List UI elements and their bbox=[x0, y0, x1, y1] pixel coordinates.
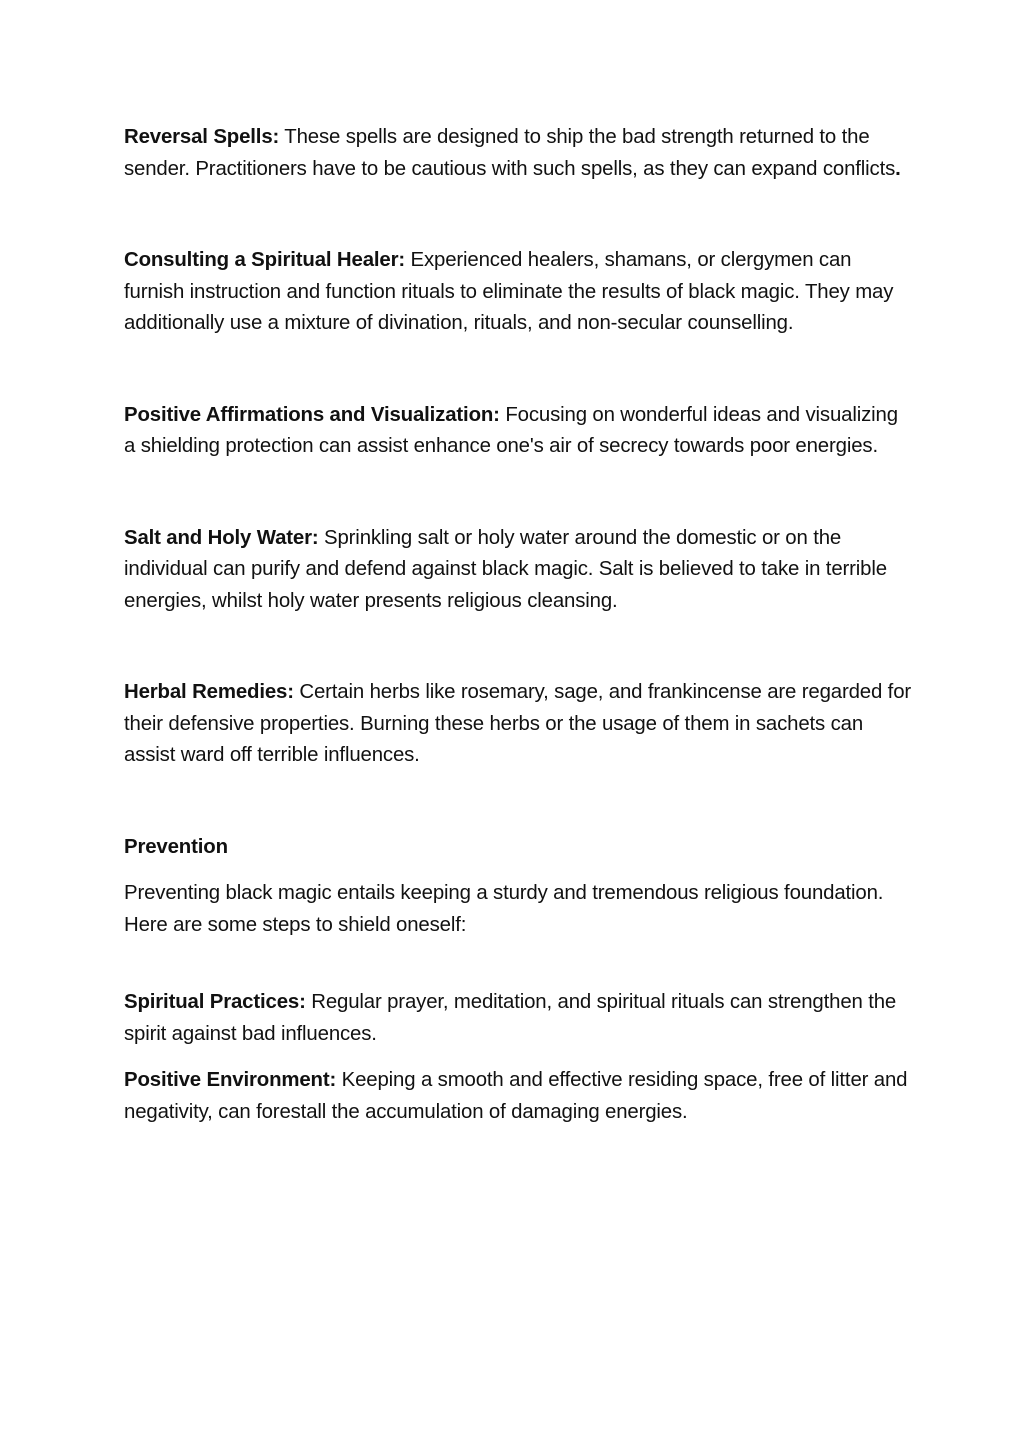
paragraph-heading: Positive Affirmations and Visualization: bbox=[124, 403, 500, 426]
spacer bbox=[124, 941, 914, 987]
paragraph-heading: Consulting a Spiritual Healer: bbox=[124, 249, 406, 271]
spacer bbox=[124, 772, 914, 832]
paragraph-text: Sprinkling salt or holy water around the domestic or on the individual can purify and defend against black magic. Salt is believed to take in terrible energies, whilst holy water presents religious cleansing. bbox=[124, 526, 887, 612]
paragraph-text: Certain herbs like rosemary, sage, and frankincense are regarded for their defensive properties. Burning these herbs or the usage of them in sachets can assist ward off terrible influences. bbox=[124, 681, 912, 766]
section-title-prevention bbox=[124, 832, 914, 864]
paragraph-heading: Positive Environment: bbox=[124, 1069, 337, 1091]
paragraph-reversal-spells bbox=[124, 122, 914, 185]
paragraph-heading: Salt and Holy Water: bbox=[124, 526, 319, 549]
section-heading: Prevention bbox=[124, 835, 228, 858]
paragraph-text: Focusing on wonderful ideas and visualizing a shielding protection can assist enhance one's air of secrecy towards poor energies. bbox=[124, 403, 898, 457]
spacer bbox=[124, 463, 914, 523]
paragraph-heading: Reversal Spells: bbox=[124, 126, 280, 148]
paragraph-text: Keeping a smooth and effective residing space, free of litter and negativity, can forestall the accumulation of damaging energies. bbox=[124, 1069, 908, 1123]
paragraph-end-mark: . bbox=[895, 157, 901, 180]
paragraph-text: Experienced healers, shamans, or clergymen can furnish instruction and function rituals to eliminate the results of black magic. They may additionally use a mixture of divination, rituals, and non-secular counselling. bbox=[124, 249, 894, 334]
paragraph-affirmations bbox=[124, 400, 914, 463]
paragraph-positive-environment bbox=[124, 1065, 914, 1128]
document-page bbox=[124, 122, 914, 1128]
paragraph-text: Regular prayer, meditation, and spiritual rituals can strengthen the spirit against bad influences. bbox=[124, 991, 897, 1045]
spacer bbox=[124, 617, 914, 677]
paragraph-spiritual-practices bbox=[124, 987, 914, 1050]
spacer bbox=[124, 340, 914, 400]
paragraph-salt-holy-water bbox=[124, 523, 914, 618]
paragraph-herbal-remedies bbox=[124, 677, 914, 772]
paragraph-spiritual-healer bbox=[124, 245, 914, 340]
paragraph-text: These spells are designed to ship the bad strength returned to the sender. Practitioners have to be cautious with such spells, as they can expand conflicts bbox=[124, 126, 896, 180]
paragraph-heading: Herbal Remedies: bbox=[124, 681, 294, 703]
spacer bbox=[124, 1050, 914, 1065]
spacer bbox=[124, 185, 914, 245]
paragraph-heading: Spiritual Practices: bbox=[124, 991, 306, 1013]
spacer bbox=[124, 863, 914, 878]
paragraph-prevention-intro: Preventing black magic entails keeping a sturdy and tremendous religious foundation. Here are some steps to shield oneself: bbox=[124, 882, 884, 936]
